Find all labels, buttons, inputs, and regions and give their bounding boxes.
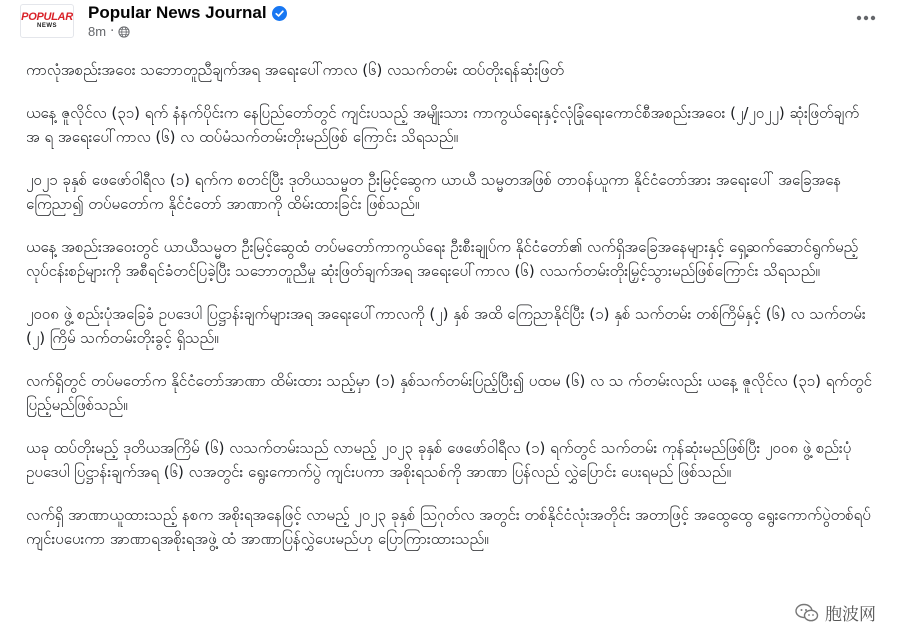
post-header bbox=[20, 2, 878, 40]
post-paragraph-7: ယခု ထပ်တိုးမည့် ဒုတိယအကြိမ် (၆) လသက်တမ်းသည် လာမည့် ၂၀၂၃ ခုနှစ် ဖေဖော်ဝါရီလ (၁) ရက်တွင် သက်တမ်း ကုန်ဆုံးမည်ဖြစ်ပြီး ၂၀၀၈ ဖွဲ့ စည်းပုံ ဥပဒေပါ ပြဋ္ဌာန်းချက်အရ (၆) လအတွင်း ရွေးကောက်ပွဲ ကျင်းပကာ အစိုးရသစ်ကို အာဏာ ပြန်လည် လွှဲပြောင်း ပေးရမည် ဖြစ်သည်။ bbox=[26, 439, 852, 481]
post-paragraph-5: ၂၀၀၈ ဖွဲ့ စည်းပုံအခြေခံ ဥပဒေပါ ပြဋ္ဌာန်းချက်များအရ အရေးပေါ်ကာလကို (၂) နှစ် အထိ ကြေညာနိုင်ပြီး (၁) နှစ် သက်တမ်း တစ်ကြိမ်နှင့် (၆) လ သက်တမ်း (၂) ကြိမ် သက်တမ်းတိုးခွင့် ရှိသည်။ bbox=[26, 305, 866, 347]
page-name-row bbox=[88, 3, 287, 23]
post-timestamp[interactable]: 8m bbox=[88, 24, 107, 39]
more-options-button[interactable] bbox=[854, 8, 878, 28]
page-avatar[interactable] bbox=[20, 4, 74, 38]
wechat-icon bbox=[795, 603, 819, 623]
avatar-logo-bottom: NEWS bbox=[37, 23, 57, 29]
avatar-logo-top: POPULAR bbox=[21, 11, 73, 23]
post-meta bbox=[88, 3, 287, 39]
post-paragraph-2: ယနေ့ ဇူလိုင်လ (၃၁) ရက် နံနက်ပိုင်းက နေပြည်တော်တွင် ကျင်းပသည့် အမျိုးသား ကာကွယ်ရေးနှင့်လုံခြုံရေးကောင်စီအစည်းအဝေး (၂/၂၀၂၂) ဆုံးဖြတ်ချက်အ ရ အရေးပေါ်ကာလ (၆) လ ထပ်မံသက်တမ်းတိုးမည်ဖြစ် ကြောင်း သိရသည်။ bbox=[26, 104, 860, 146]
time-row bbox=[88, 24, 287, 39]
meta-separator: · bbox=[110, 24, 115, 39]
post-paragraph-3: ၂၀၂၁ ခုနှစ် ဖေဖော်ဝါရီလ (၁) ရက်က စတင်ပြီး ဒုတိယသမ္မတ ဦးမြင့်ဆွေက ယာယီ သမ္မတအဖြစ် တာဝန်ယူကာ နိုင်ငံတော်အား အရေးပေါ် အခြေအနေကြေညာ၍ တပ်မတော်က နိုင်ငံတော် အာဏာကို ထိမ်းထားခြင်း ဖြစ်သည်။ bbox=[26, 171, 842, 213]
post-paragraph-6: လက်ရှိတွင် တပ်မတော်က နိုင်ငံတော်အာဏာ ထိမ်းထား သည့်မှာ (၁) နှစ်သက်တမ်းပြည့်ပြီး၍ ပထမ (၆) လ သ က်တမ်းလည်း ယနေ့ ဇူလိုင်လ (၃၁) ရက်တွင် ပြည့်မည်ဖြစ်သည်။ bbox=[26, 372, 872, 414]
post-body bbox=[26, 58, 872, 570]
page-name-link[interactable]: Popular News Journal bbox=[88, 3, 267, 22]
globe-icon[interactable] bbox=[118, 26, 130, 38]
post-paragraph-8: လက်ရှိ အာဏာယူထားသည့် နစက အစိုးရအနေဖြင့် လာမည့် ၂၀၂၃ ခုနှစ် ဩဂုတ်လ အတွင်း တစ်နိုင်ငံလုံးအတိုင်း အတာဖြင့် အထွေထွေ ရွေးကောက်ပွဲတစ်ရပ် ကျင်းပပေးကာ အာဏာရအစိုးရအဖွဲ့ ထံ အာဏာပြန်လွှဲပေးမည်ဟု ပြောကြားထားသည်။ bbox=[26, 506, 871, 548]
post-paragraph-1: ကာလုံအစည်းအဝေး သဘောတူညီချက်အရ အရေးပေါ်ကာလ (၆) လသက်တမ်း ထပ်တိုးရန်ဆုံးဖြတ် bbox=[26, 61, 564, 79]
more-options-icon bbox=[856, 15, 876, 21]
watermark-text: 胞波网 bbox=[825, 605, 876, 625]
watermark bbox=[791, 598, 880, 627]
verified-badge-icon bbox=[272, 6, 287, 21]
post-paragraph-4: ယနေ့ အစည်းအဝေးတွင် ယာယီသမ္မတ ဦးမြင့်ဆွေထံ တပ်မတော်ကာကွယ်ရေး ဦးစီးချုပ်က နိုင်ငံတော်၏ လက်ရှိအခြေအနေများနှင့် ရှေ့ဆက်ဆောင်ရွက်မည့် လုပ်ငန်းစဉ်များကို အစီရင်ခံတင်ပြခဲ့ပြီး သဘောတူညီမှု ဆုံးဖြတ်ချက်အရ အရေးပေါ်ကာလ (၆) လသက်တမ်းတိုးမြှင့်သွားမည်ဖြစ်ကြောင်း သိရသည်။ bbox=[26, 238, 859, 280]
